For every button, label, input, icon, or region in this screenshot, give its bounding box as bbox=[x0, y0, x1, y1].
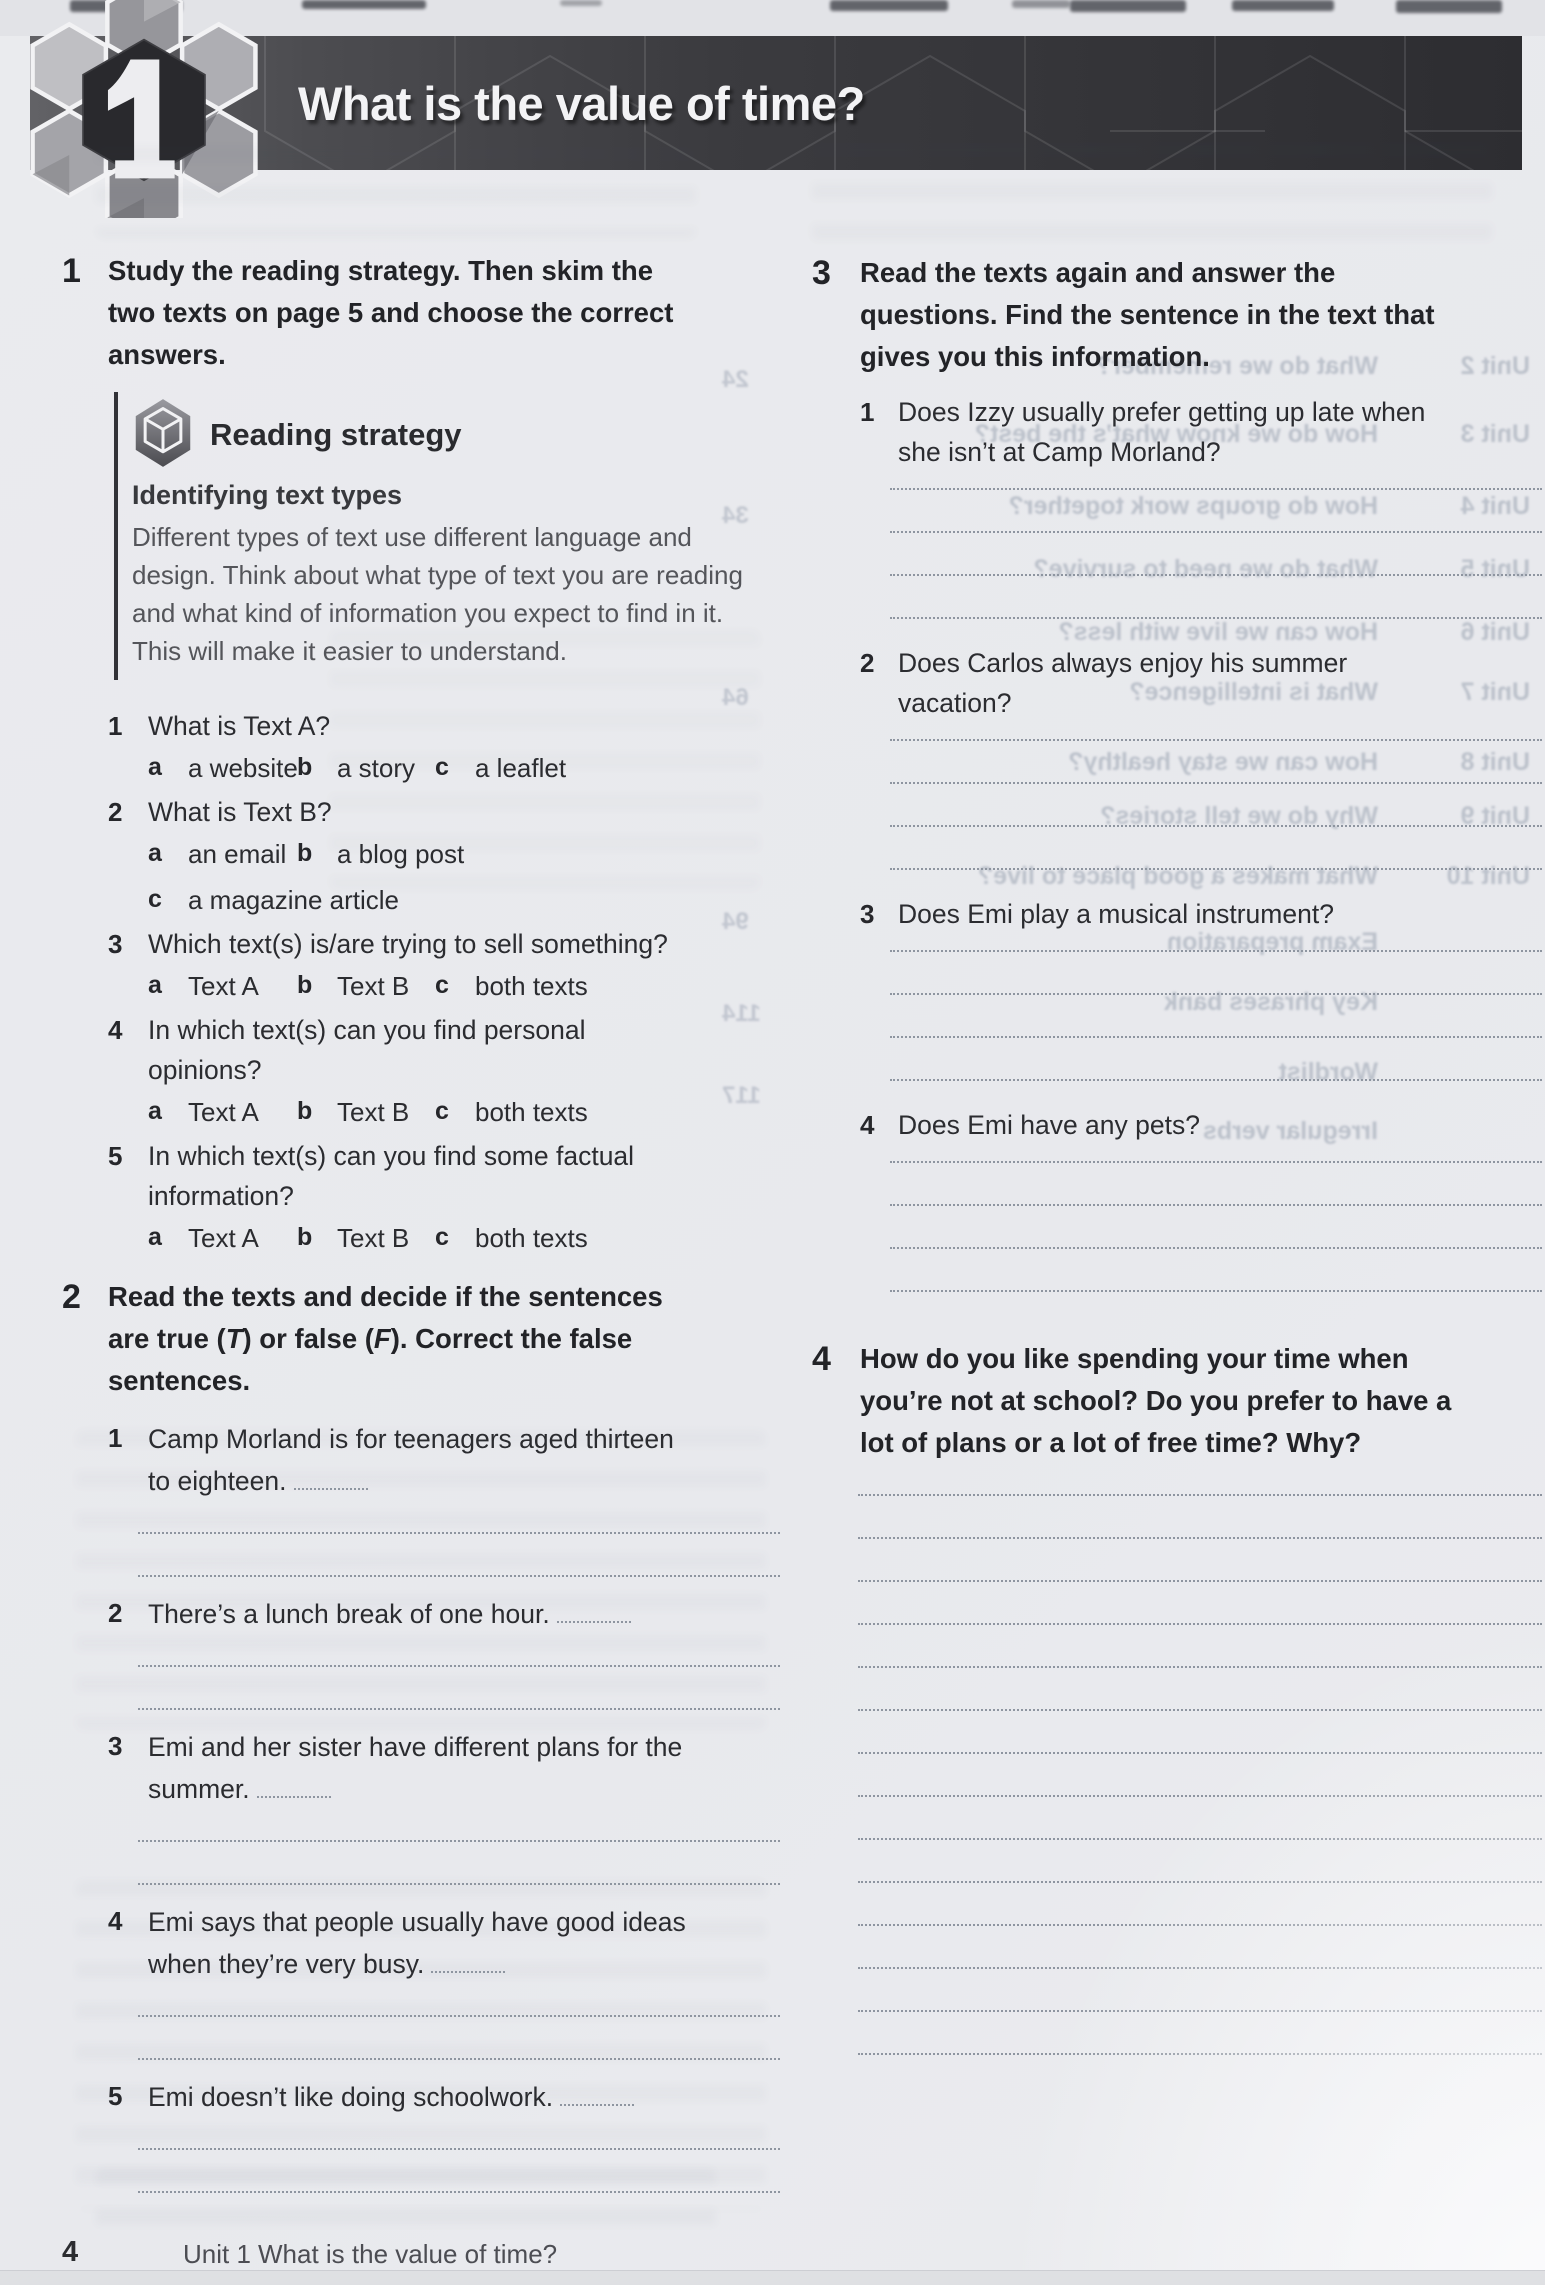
exercise2-instruction bbox=[108, 1276, 780, 1402]
ghost-unit-label: Unit 2 bbox=[1460, 352, 1530, 380]
option-c bbox=[435, 1097, 588, 1128]
strategy-header bbox=[132, 400, 780, 470]
mcq-number: 3 bbox=[108, 929, 123, 959]
tf-item bbox=[108, 1593, 780, 1726]
answer-line bbox=[890, 950, 1542, 952]
tf-body bbox=[148, 1726, 780, 1901]
strategy-body-line: design. Think about what type of text you are reading bbox=[132, 560, 743, 590]
answer-lines bbox=[138, 2148, 780, 2193]
instruction-line bbox=[108, 1360, 780, 1402]
option-letter: c bbox=[435, 1223, 449, 1251]
text-segment: ) or false ( bbox=[242, 1323, 374, 1354]
option-text: Text A bbox=[188, 1097, 259, 1127]
text-segment: T bbox=[225, 1323, 243, 1354]
answer-line bbox=[858, 1795, 1542, 1797]
statement-line: to eighteen. bbox=[148, 1460, 780, 1502]
answer-line bbox=[138, 1883, 780, 1885]
exercise-4 bbox=[812, 1338, 1542, 2055]
mcq-number: 1 bbox=[108, 711, 123, 741]
ghost-question: How do groups work together? bbox=[1008, 492, 1378, 520]
exercise-number: 2 bbox=[62, 1278, 81, 1316]
ghost-unit-label: Unit 3 bbox=[1460, 420, 1530, 448]
item-number: 1 bbox=[108, 1423, 123, 1453]
unit-title: What is the value of time? bbox=[298, 76, 865, 130]
answer-line bbox=[858, 1838, 1542, 1840]
instruction-line: you’re not at school? Do you prefer to have a bbox=[860, 1385, 1452, 1416]
answer-lines bbox=[138, 1840, 780, 1885]
reading-strategy-box bbox=[114, 392, 780, 680]
answer-lines bbox=[890, 488, 1542, 619]
answer-line bbox=[138, 1840, 780, 1842]
answer-line bbox=[890, 1204, 1542, 1206]
mcq-text: In which text(s) can you find some factual bbox=[148, 1141, 635, 1171]
mcq-number: 4 bbox=[108, 1015, 123, 1045]
ghost-unit-label: Unit 7 bbox=[1460, 678, 1530, 706]
answer-line bbox=[858, 1709, 1542, 1711]
ghost-question: How can we stay healthy? bbox=[1068, 748, 1378, 776]
answer-line bbox=[890, 993, 1542, 995]
ghost-unit-label: Unit 9 bbox=[1460, 802, 1530, 830]
ghost-question: Wordlist bbox=[1278, 1058, 1378, 1086]
open-answer-lines bbox=[858, 1494, 1542, 2055]
text-segment: Read the texts and decide if the sentences bbox=[108, 1281, 663, 1312]
footer-unit-title: What is the value of time? bbox=[258, 2239, 558, 2269]
option-b bbox=[297, 753, 415, 784]
strategy-body-line: Different types of text use different language and bbox=[132, 522, 692, 552]
answer-line bbox=[858, 1580, 1542, 1582]
option-a bbox=[148, 1223, 259, 1254]
unit-number-badge bbox=[22, 0, 266, 218]
scan-artifact bbox=[302, 0, 426, 9]
statement-line: Camp Morland is for teenagers aged thirteen bbox=[148, 1424, 674, 1454]
text-segment: are true ( bbox=[108, 1323, 226, 1354]
option-text: a leaflet bbox=[475, 753, 567, 783]
answer-line bbox=[890, 531, 1542, 533]
option-text: a website bbox=[188, 753, 298, 783]
inline-answer-blank bbox=[431, 1950, 505, 1973]
tf-item bbox=[108, 1901, 780, 2076]
item-number: 2 bbox=[860, 648, 875, 678]
option-letter: b bbox=[297, 1097, 313, 1125]
answer-line bbox=[858, 1967, 1542, 1969]
page-number: 4 bbox=[62, 2236, 79, 2268]
oq-body bbox=[898, 894, 1542, 1105]
option-c bbox=[435, 971, 588, 1002]
column-right bbox=[812, 252, 1542, 2055]
instruction-line: gives you this information. bbox=[860, 341, 1210, 372]
option-row bbox=[148, 1090, 780, 1136]
item-number: 4 bbox=[860, 1110, 875, 1140]
mcq-text: information? bbox=[148, 1181, 294, 1211]
inline-answer-blank bbox=[560, 2083, 634, 2106]
strategy-subtitle: Identifying text types bbox=[132, 480, 403, 510]
mcq-body bbox=[148, 1010, 780, 1136]
answer-line bbox=[138, 2148, 780, 2150]
comprehension-question bbox=[860, 392, 1542, 643]
option-a bbox=[148, 971, 259, 1002]
mcq-body bbox=[148, 1136, 780, 1262]
ghost-question: What is intelligence? bbox=[1129, 678, 1378, 706]
answer-lines bbox=[138, 1665, 780, 1710]
strategy-body-line: This will make it easier to understand. bbox=[132, 636, 567, 666]
option-letter: a bbox=[148, 753, 162, 781]
true-false-list bbox=[108, 1418, 780, 2209]
answer-lines bbox=[890, 739, 1542, 870]
answer-line bbox=[890, 739, 1542, 741]
exercise-number: 3 bbox=[812, 254, 831, 292]
ghost-question: What do we remember? bbox=[1096, 352, 1378, 380]
answer-line bbox=[858, 2053, 1542, 2055]
option-c bbox=[435, 753, 566, 784]
tf-item bbox=[108, 2076, 780, 2209]
item-number: 5 bbox=[108, 2081, 123, 2111]
item-number: 1 bbox=[860, 397, 875, 427]
mcq-text: opinions? bbox=[148, 1055, 262, 1085]
option-b bbox=[297, 839, 464, 870]
ghost-page-number: 34 bbox=[722, 502, 749, 529]
exercise-1 bbox=[62, 250, 780, 1262]
instruction-line: two texts on page 5 and choose the correct bbox=[108, 297, 674, 328]
option-text: Text B bbox=[337, 1097, 410, 1127]
ghost-question: Why do we tell stories? bbox=[1100, 802, 1378, 830]
answer-line bbox=[890, 617, 1542, 619]
ghost-unit-label: Unit 4 bbox=[1460, 492, 1530, 520]
answer-line bbox=[138, 2191, 780, 2193]
question-line: she isn’t at Camp Morland? bbox=[898, 437, 1221, 467]
mcq-text: Which text(s) is/are trying to sell something? bbox=[148, 929, 668, 959]
hexagon-cluster-icon bbox=[22, 0, 266, 218]
answer-lines bbox=[890, 1161, 1542, 1292]
exercise1-instruction bbox=[108, 250, 780, 376]
tf-body bbox=[148, 1593, 780, 1726]
mcq-body bbox=[148, 924, 780, 1010]
tf-body bbox=[148, 1901, 780, 2076]
instruction-line bbox=[108, 1276, 780, 1318]
instruction-line: lot of plans or a lot of free time? Why? bbox=[860, 1427, 1362, 1458]
question-line: Does Emi play a musical instrument? bbox=[898, 899, 1334, 929]
option-b bbox=[297, 1097, 409, 1128]
statement-line: There’s a lunch break of one hour. bbox=[148, 1593, 780, 1635]
strategy-title: Reading strategy bbox=[210, 417, 462, 452]
answer-line bbox=[138, 2015, 780, 2017]
strategy-body-line: and what kind of information you expect to find in it. bbox=[132, 598, 724, 628]
ghost-question: How can we live with less? bbox=[1058, 618, 1378, 646]
statement-line: Emi says that people usually have good ideas bbox=[148, 1907, 686, 1937]
instruction-line: answers. bbox=[108, 339, 226, 370]
comprehension-question bbox=[860, 894, 1542, 1105]
answer-line bbox=[890, 1290, 1542, 1292]
oq-body bbox=[898, 392, 1542, 643]
option-text: Text A bbox=[188, 1223, 259, 1253]
option-letter: b bbox=[297, 971, 313, 999]
exercise-number: 1 bbox=[62, 252, 81, 290]
mcq-text: In which text(s) can you find personal bbox=[148, 1015, 586, 1045]
answer-line bbox=[858, 1666, 1542, 1668]
option-row bbox=[148, 878, 780, 924]
exercise3-instruction bbox=[860, 252, 1542, 378]
item-number: 4 bbox=[108, 1906, 123, 1936]
mcq-list bbox=[108, 706, 780, 1262]
instruction-line bbox=[108, 1318, 780, 1360]
question-line: vacation? bbox=[898, 688, 1012, 718]
option-row bbox=[148, 746, 780, 792]
ghost-question: How do we know what’s the best? bbox=[974, 420, 1378, 448]
question-line: Does Emi have any pets? bbox=[898, 1110, 1200, 1140]
scan-artifact bbox=[1232, 0, 1334, 11]
answer-line bbox=[138, 1708, 780, 1710]
answer-line bbox=[858, 1537, 1542, 1539]
ghost-question: What do we need to survive? bbox=[1033, 555, 1378, 583]
answer-line bbox=[858, 2010, 1542, 2012]
mcq-text: What is Text B? bbox=[148, 797, 332, 827]
answer-line bbox=[858, 1881, 1542, 1883]
answer-line bbox=[138, 1532, 780, 1534]
statement-line: summer. bbox=[148, 1768, 780, 1810]
option-letter: b bbox=[297, 839, 313, 867]
ghost-page-number: 114 bbox=[722, 1000, 761, 1027]
option-letter: c bbox=[435, 753, 449, 781]
answer-line bbox=[890, 574, 1542, 576]
option-letter: a bbox=[148, 1223, 162, 1251]
answer-line bbox=[138, 1665, 780, 1667]
mcq-item bbox=[108, 924, 780, 1010]
option-text: both texts bbox=[475, 971, 588, 1001]
option-c bbox=[148, 885, 399, 916]
scan-artifact bbox=[1012, 0, 1070, 8]
ghost-unit-label: Unit 6 bbox=[1460, 618, 1530, 646]
ghost-page-number: 117 bbox=[722, 1082, 761, 1109]
comprehension-question bbox=[860, 1105, 1542, 1316]
ghost-page-number: 64 bbox=[722, 684, 749, 711]
scan-artifact bbox=[830, 0, 948, 11]
instruction-line: Study the reading strategy. Then skim the bbox=[108, 255, 654, 286]
option-b bbox=[297, 1223, 409, 1254]
option-letter: c bbox=[148, 885, 162, 913]
ghost-question: Key phrases bank bbox=[1164, 988, 1378, 1016]
tf-body bbox=[148, 1418, 780, 1593]
mcq-body bbox=[148, 706, 780, 792]
option-row bbox=[148, 1216, 780, 1262]
ghost-unit-label: Unit 10 bbox=[1446, 862, 1530, 890]
scan-artifact bbox=[1070, 0, 1186, 12]
answer-lines bbox=[138, 1532, 780, 1577]
item-number: 3 bbox=[860, 899, 875, 929]
option-text: both texts bbox=[475, 1223, 588, 1253]
answer-lines bbox=[138, 2015, 780, 2060]
answer-line bbox=[890, 1036, 1542, 1038]
option-letter: c bbox=[435, 971, 449, 999]
option-letter: a bbox=[148, 839, 162, 867]
option-letter: c bbox=[435, 1097, 449, 1125]
exercise4-instruction bbox=[860, 1338, 1542, 1464]
option-text: both texts bbox=[475, 1097, 588, 1127]
option-text: Text A bbox=[188, 971, 259, 1001]
answer-line bbox=[138, 2058, 780, 2060]
option-row bbox=[148, 832, 780, 878]
exercise-3 bbox=[812, 252, 1542, 1316]
question-line: Does Izzy usually prefer getting up late when bbox=[898, 397, 1426, 427]
tf-item bbox=[108, 1418, 780, 1593]
answer-line bbox=[890, 782, 1542, 784]
bottom-page-edge bbox=[0, 2270, 1545, 2285]
inline-answer-blank bbox=[557, 1600, 631, 1623]
ghost-question: Irregular verbs bbox=[1202, 1117, 1378, 1145]
mcq-text: What is Text A? bbox=[148, 711, 331, 741]
item-number: 3 bbox=[108, 1731, 123, 1761]
option-a bbox=[148, 753, 298, 784]
mcq-item bbox=[108, 792, 780, 924]
option-text: Text B bbox=[337, 1223, 410, 1253]
footer-unit-label: Unit 1 bbox=[183, 2239, 251, 2269]
option-b bbox=[297, 971, 409, 1002]
inline-answer-blank bbox=[294, 1467, 368, 1490]
option-letter: a bbox=[148, 971, 162, 999]
answer-line bbox=[858, 1924, 1542, 1926]
ghost-unit-label: Unit 5 bbox=[1460, 555, 1530, 583]
answer-line bbox=[890, 1079, 1542, 1081]
instruction-line: Read the texts again and answer the bbox=[860, 257, 1336, 288]
answer-line bbox=[890, 868, 1542, 870]
ghost-page-number: 24 bbox=[722, 366, 749, 393]
option-letter: b bbox=[297, 1223, 313, 1251]
option-a bbox=[148, 1097, 259, 1128]
exercise-2 bbox=[62, 1276, 780, 2209]
mcq-item bbox=[108, 1010, 780, 1136]
instruction-line: questions. Find the sentence in the text that bbox=[860, 299, 1435, 330]
statement-line: Emi and her sister have different plans for the bbox=[148, 1732, 683, 1762]
ghost-question: What makes a good place to live? bbox=[977, 862, 1378, 890]
answer-line bbox=[890, 1247, 1542, 1249]
strategy-body bbox=[132, 518, 780, 670]
option-c bbox=[435, 1223, 588, 1254]
ghost-unit-label: Unit 8 bbox=[1460, 748, 1530, 776]
ghost-page-number: 94 bbox=[722, 908, 749, 935]
mcq-number: 5 bbox=[108, 1141, 123, 1171]
comprehension-question-list bbox=[860, 392, 1542, 1316]
answer-line bbox=[858, 1494, 1542, 1496]
comprehension-question bbox=[860, 643, 1542, 894]
option-text: an email bbox=[188, 839, 287, 869]
answer-lines bbox=[890, 950, 1542, 1081]
ghost-question: Exam preparation bbox=[1166, 928, 1378, 956]
answer-line bbox=[890, 825, 1542, 827]
statement-line: Emi doesn’t like doing schoolwork. bbox=[148, 2076, 780, 2118]
oq-body bbox=[898, 1105, 1542, 1316]
option-text: a magazine article bbox=[188, 885, 399, 915]
statement-line: when they’re very busy. bbox=[148, 1943, 780, 1985]
reading-strategy-icon bbox=[132, 397, 194, 474]
answer-line bbox=[858, 1752, 1542, 1754]
column-left bbox=[62, 250, 780, 2209]
scan-artifact bbox=[560, 0, 602, 6]
option-letter: b bbox=[297, 753, 313, 781]
item-number: 2 bbox=[108, 1598, 123, 1628]
exercise-number: 4 bbox=[812, 1340, 831, 1378]
scan-artifact bbox=[1396, 0, 1502, 13]
answer-line bbox=[890, 1161, 1542, 1163]
inline-answer-blank bbox=[257, 1775, 331, 1798]
answer-line bbox=[138, 1575, 780, 1577]
tf-item bbox=[108, 1726, 780, 1901]
answer-line bbox=[890, 488, 1542, 490]
text-segment: sentences. bbox=[108, 1365, 251, 1396]
mcq-item bbox=[108, 706, 780, 792]
instruction-line: How do you like spending your time when bbox=[860, 1343, 1409, 1374]
option-text: a blog post bbox=[337, 839, 465, 869]
option-row bbox=[148, 964, 780, 1010]
mcq-body bbox=[148, 792, 780, 924]
question-line: Does Carlos always enjoy his summer bbox=[898, 648, 1348, 678]
oq-body bbox=[898, 643, 1542, 894]
answer-line bbox=[858, 1623, 1542, 1625]
option-letter: a bbox=[148, 1097, 162, 1125]
option-a bbox=[148, 839, 286, 870]
text-segment: F bbox=[373, 1323, 391, 1354]
option-text: a story bbox=[337, 753, 416, 783]
text-segment: ). Correct the false bbox=[390, 1323, 633, 1354]
option-text: Text B bbox=[337, 971, 410, 1001]
tf-body bbox=[148, 2076, 780, 2209]
mcq-item bbox=[108, 1136, 780, 1262]
mcq-number: 2 bbox=[108, 797, 123, 827]
